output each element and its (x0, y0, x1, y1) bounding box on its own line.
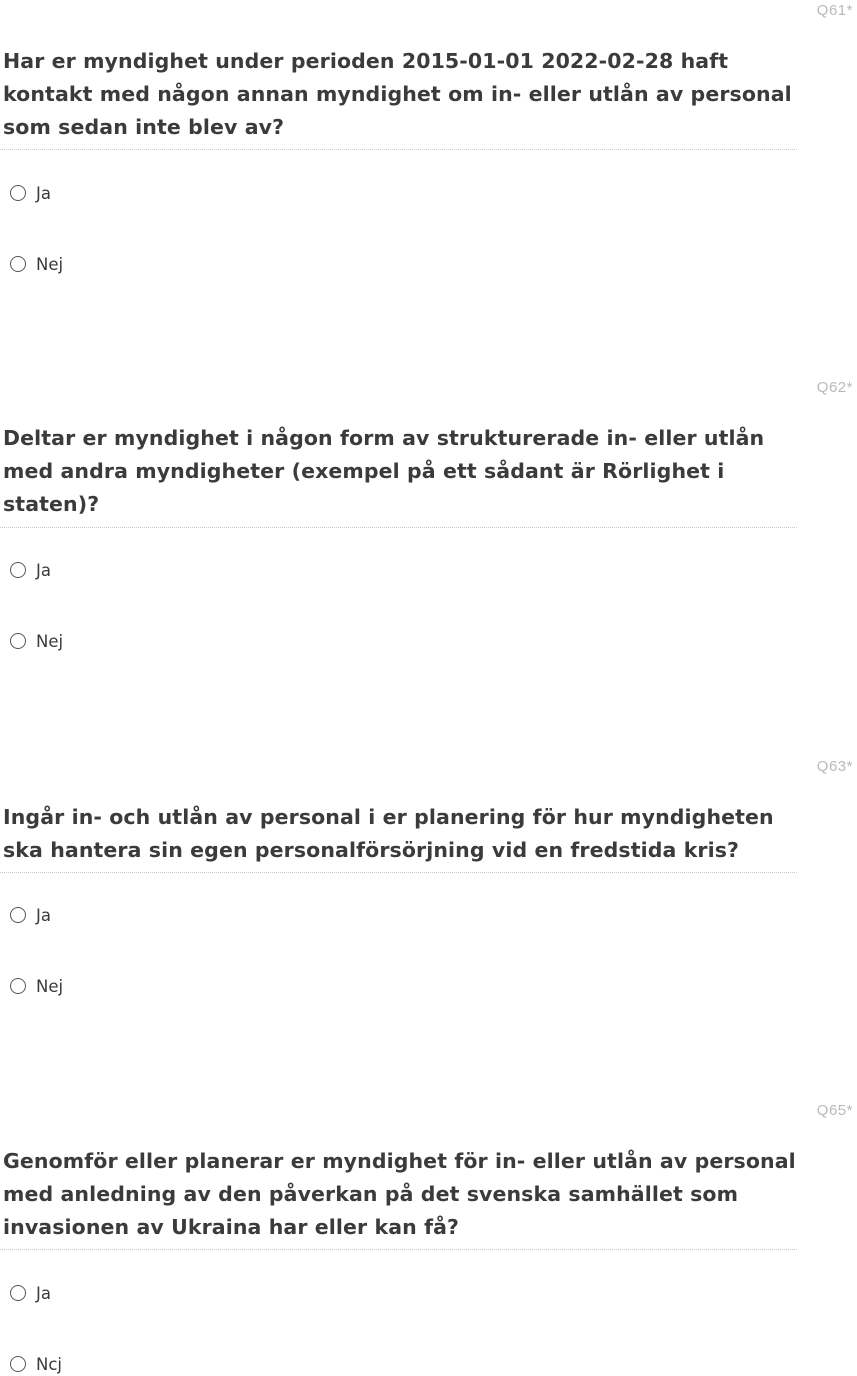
question-divider (0, 1249, 797, 1250)
question-text: Deltar er myndighet i någon form av strukturerade in- eller utlån med andra myndigheter (exempel på ett sådant är Rörlighet i staten)? (3, 426, 765, 516)
radio-button[interactable] (10, 562, 26, 578)
radio-button[interactable] (10, 1356, 26, 1372)
option-label: Ja (36, 183, 51, 203)
option-label: Ja (36, 560, 51, 580)
option-nej[interactable] (10, 252, 63, 276)
question-text: Genomför eller planerar er myndighet för in- eller utlån av personal med anledning av den påverkan på det svenska samhället som invasionen av Ukraina har eller kan få? (3, 1149, 796, 1239)
option-ja[interactable] (10, 1281, 51, 1305)
option-nej[interactable] (10, 974, 63, 998)
question-id: Q61* (816, 2, 853, 19)
question-divider (0, 149, 797, 150)
option-ja[interactable] (10, 181, 51, 205)
option-label: Nej (36, 631, 64, 651)
radio-button[interactable] (10, 256, 26, 272)
radio-button[interactable] (10, 978, 26, 994)
option-label: Nej (36, 976, 64, 996)
question-text: Ingår in- och utlån av personal i er planering för hur myndigheten ska hantera sin egen personalförsörjning vid en fredstida kris? (3, 805, 774, 862)
option-label: Ja (36, 1283, 51, 1303)
radio-button[interactable] (10, 633, 26, 649)
option-label: Nej (36, 254, 64, 274)
radio-button[interactable] (10, 1285, 26, 1301)
option-label: Ncj (36, 1354, 62, 1374)
radio-button[interactable] (10, 907, 26, 923)
question-id: Q62* (816, 379, 853, 396)
question-id: Q63* (816, 758, 853, 775)
question-divider (0, 872, 797, 873)
option-ja[interactable] (10, 558, 51, 582)
option-nej[interactable] (10, 629, 63, 653)
option-nej[interactable] (10, 1352, 62, 1376)
question-divider (0, 527, 797, 528)
question-id: Q65* (816, 1102, 853, 1119)
radio-button[interactable] (10, 185, 26, 201)
option-ja[interactable] (10, 903, 51, 927)
question-text: Har er myndighet under perioden 2015-01-01 2022-02-28 haft kontakt med någon annan myndighet om in- eller utlån av personal som sedan inte blev av? (3, 49, 792, 139)
option-label: Ja (36, 905, 51, 925)
